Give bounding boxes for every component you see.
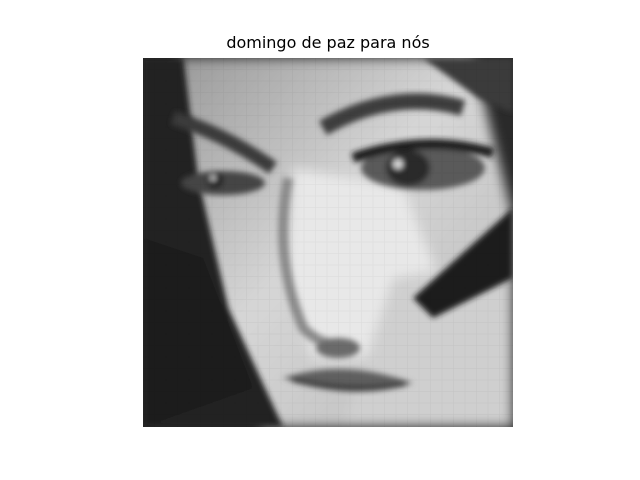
pixel-grid-overlay bbox=[143, 58, 513, 427]
face-image bbox=[143, 58, 513, 427]
face-image-svg bbox=[143, 58, 513, 427]
figure-title: domingo de paz para nós bbox=[226, 33, 430, 52]
